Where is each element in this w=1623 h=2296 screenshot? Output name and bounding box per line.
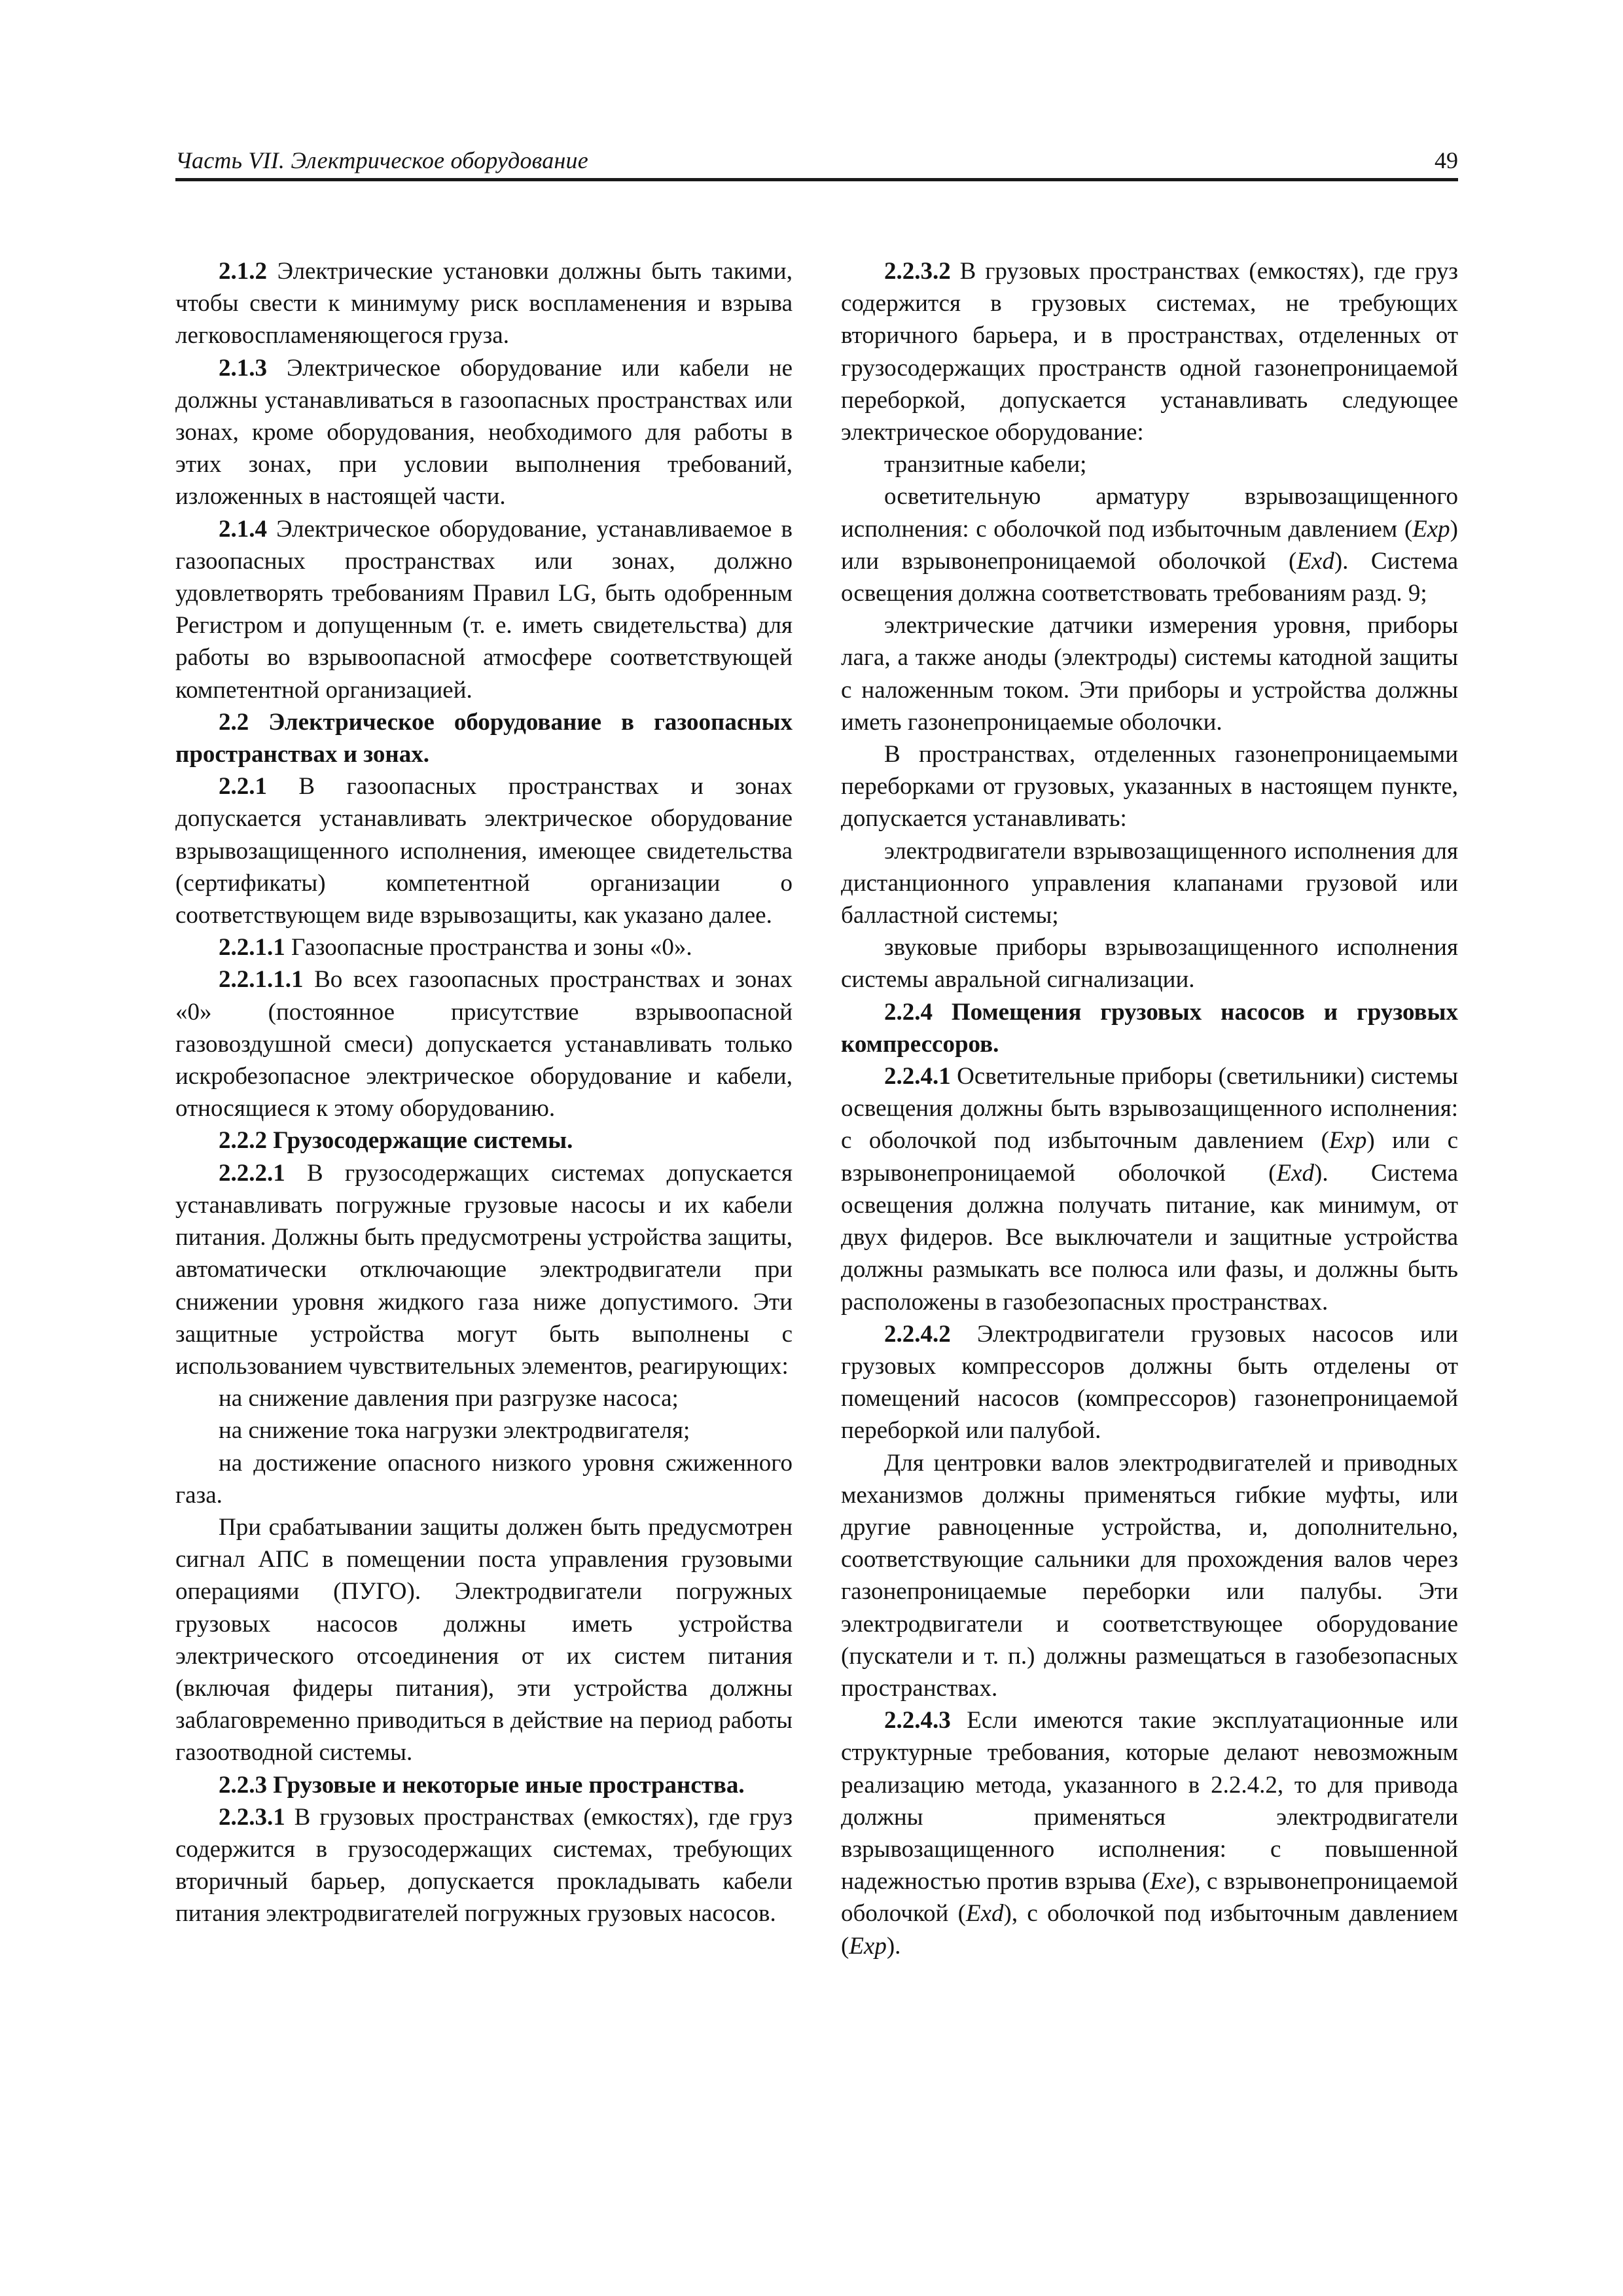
- paragraph-alarm: При срабатывании защиты должен быть предусмотрен сигнал АПС в помещении поста управления грузовыми операциями (ПУГО). Электродвигатели погружных грузовых насосов должны иметь устройства электрического отсоединения от их систем питания (включая фидеры питания), эти устройства должны заблаговременно приводиться в действие на период работы газоотводной системы.: [175, 1513, 793, 1767]
- text-run: Если имеются такие эксплуатационные или структурные требования, которые делают невозможным реализацию метода, указанного в 2.2.4.2, то для привода должны применяться электродвигатели взрывозащищенного исполнения: с повышенной надежностью против взрыва (: [841, 1707, 1458, 1895]
- paragraph-text: Электрические установки должны быть такими, чтобы свести к минимуму риск воспламенения и взрыва легковоспламеняющегося груза.: [175, 258, 793, 350]
- section-heading-2-2-2: 2.2.2 Грузосодержащие системы.: [219, 1127, 573, 1155]
- paragraph-2-2-1-1-1: [175, 963, 793, 1124]
- list-item: звуковые приборы взрывозащищенного исполнения системы авральной сигнализации.: [841, 934, 1458, 994]
- clause-number: 2.2.4.1: [884, 1063, 951, 1090]
- protection-code: Exd: [1296, 547, 1334, 575]
- paragraph-text: В грузовых пространствах (емкостях), где груз содержится в грузовых системах, не требующих вторичного барьера, и в пространствах, отделенных от грузосодержащих пространств одной газонепроницаемой переборкой, допускается устанавливать следующее электрическое оборудование:: [841, 258, 1458, 446]
- clause-number: 2.1.3: [219, 354, 267, 382]
- list-item: электрические датчики измерения уровня, приборы лага, а также аноды (электроды) системы катодной защиты с наложенным током. Эти приборы и устройства должны иметь газонепроницаемые оболочки.: [841, 612, 1458, 736]
- clause-number: 2.1.4: [219, 515, 267, 543]
- paragraph-2-2-2-1: [175, 1157, 793, 1382]
- paragraph-2-1-2: [175, 255, 793, 352]
- paragraph-2-1-3: [175, 352, 793, 513]
- clause-number: 2.1.2: [219, 258, 267, 285]
- clause-number: 2.2.1.1: [219, 934, 285, 961]
- clause-number: 2.2.3.1: [219, 1803, 285, 1831]
- paragraph-text: Электрическое оборудование, устанавливаемое в газоопасных пространствах или зонах, должно удовлетворять требованиям Правил LG, быть одобренным Регистром и допущенным (т. е. иметь свидетельства) для работы во взрывоопасной атмосфере соответствующей компетентной организацией.: [175, 515, 793, 704]
- left-column: [175, 255, 793, 1930]
- section-heading-2-2-3: 2.2.3 Грузовые и некоторые иные пространства.: [219, 1771, 745, 1799]
- clause-number: 2.2.2.1: [219, 1159, 285, 1187]
- paragraph-text: В газоопасных пространствах и зонах допускается устанавливать электрическое оборудование взрывозащищенного исполнения, имеющее свидетельства (сертификаты) компетентной организации о соответствующем виде взрывозащиты, как указано далее.: [175, 773, 793, 929]
- paragraph-text: В грузосодержащих системах допускается устанавливать погружные грузовые насосы и их кабели питания. Должны быть предусмотрены устройства защиты, автоматически отключающие электродвигатели при снижении уровня жидкого газа ниже допустимого. Эти защитные устройства могут быть выполнены с использованием чувствительных элементов, реагирующих:: [175, 1159, 793, 1380]
- text-run: ), с оболочкой под избыточным давлением (: [841, 1900, 1459, 1960]
- list-item: транзитные кабели;: [884, 451, 1087, 478]
- paragraph-text: Электрическое оборудование или кабели не должны устанавливаться в газоопасных пространствах или зонах, кроме оборудования, необходимого для работы в этих зонах, при условии выполнения требований, изложенных в настоящей части.: [175, 354, 793, 511]
- paragraph-shaft-alignment: Для центровки валов электродвигателей и приводных механизмов должны применяться гибкие муфты, или другие равноценные устройства, и, дополнительно, соответствующие сальники для прохождения валов через газонепроницаемые переборки или палубы. Эти электродвигатели и соответствующее оборудование (пускатели и т. п.) должны размещаться в газобезопасных пространствах.: [841, 1449, 1458, 1702]
- paragraph-2-2-4-3: [841, 1704, 1458, 1962]
- paragraph-text: Во всех газоопасных пространствах и зонах «0» (постоянное присутствие взрывоопасной газовоздушной смеси) допускается устанавливать только искробезопасное электрическое оборудование и кабели, относящиеся к этому оборудованию.: [175, 966, 793, 1122]
- protection-code: Exe: [1150, 1868, 1186, 1895]
- list-item: на достижение опасного низкого уровня сжиженного газа.: [175, 1449, 793, 1509]
- paragraph-separated-spaces: В пространствах, отделенных газонепроницаемыми переборками от грузовых, указанных в настоящем пункте, допускается устанавливать:: [841, 741, 1458, 833]
- protection-code: Exp: [1412, 515, 1450, 543]
- text-run: ). Система освещения должна получать питание, как минимум, от двух фидеров. Все выключатели и защитные устройства должны размыкать все полюса или фазы, и должны быть расположены в газобезопасных пространствах.: [841, 1159, 1458, 1316]
- clause-number: 2.2.4.2: [884, 1320, 951, 1348]
- paragraph-2-1-4: [175, 513, 793, 706]
- paragraph-text: Электродвигатели грузовых насосов или грузовых компрессоров должны быть отделены от помещений насосов (компрессоров) газонепроницаемой переборкой или палубой.: [841, 1320, 1458, 1444]
- protection-code: Exp: [849, 1932, 887, 1960]
- protection-code: Exd: [1276, 1159, 1315, 1187]
- section-heading-2-2: 2.2 Электрическое оборудование в газоопасных пространствах и зонах.: [175, 708, 793, 768]
- page-number: 49: [1435, 147, 1458, 173]
- paragraph-2-2-4-2: [841, 1318, 1458, 1447]
- text-run: ). Система освещения должна соответствовать требованиям разд. 9;: [841, 547, 1458, 607]
- text-run: Осветительные приборы (светильники) системы освещения должны быть взрывозащищенного исполнения: с оболочкой под избыточным давлением (: [841, 1063, 1458, 1155]
- paragraph-text: В грузовых пространствах (емкостях), где груз содержится в грузосодержащих системах, требующих вторичный барьер, допускается прокладывать кабели питания электродвигателей погружных грузовых насосов.: [175, 1803, 793, 1928]
- list-item: на снижение тока нагрузки электродвигателя;: [219, 1417, 690, 1444]
- paragraph-2-2-4-1: [841, 1060, 1458, 1318]
- section-heading-2-2-4: 2.2.4 Помещения грузовых насосов и грузовых компрессоров.: [841, 998, 1458, 1058]
- running-header: [175, 143, 1458, 181]
- clause-number: 2.2.1.1.1: [219, 966, 304, 994]
- list-item: электродвигатели взрывозащищенного исполнения для дистанционного управления клапанами грузовой или балластной системы;: [841, 837, 1458, 929]
- list-item: [841, 480, 1458, 609]
- clause-number: 2.2.3.2: [884, 258, 951, 285]
- paragraph-text: Газоопасные пространства и зоны «0».: [285, 934, 692, 961]
- paragraph-2-2-3-1: [175, 1801, 793, 1930]
- text-run: ) или с взрывонепроницаемой оболочкой (: [841, 1127, 1459, 1187]
- protection-code: Exd: [965, 1900, 1004, 1928]
- running-header-title: Часть VII. Электрическое оборудование: [175, 147, 588, 173]
- paragraph-2-2-1-1: [175, 931, 793, 963]
- text-run: ), с взрывонепроницаемой оболочкой (: [841, 1868, 1458, 1928]
- text-run: ).: [886, 1932, 901, 1960]
- list-item: на снижение давления при разгрузке насоса;: [219, 1385, 679, 1412]
- text-run: ) или взрывонепроницаемой оболочкой (: [841, 515, 1458, 575]
- paragraph-2-2-1: [175, 770, 793, 931]
- clause-number: 2.2.1: [219, 773, 267, 800]
- text-run: осветительную арматуру взрывозащищенного исполнения: с оболочкой под избыточным давлением (: [841, 483, 1458, 543]
- protection-code: Exp: [1329, 1127, 1367, 1155]
- right-column: [841, 255, 1458, 1962]
- clause-number: 2.2.4.3: [884, 1707, 951, 1734]
- paragraph-2-2-3-2: [841, 255, 1458, 448]
